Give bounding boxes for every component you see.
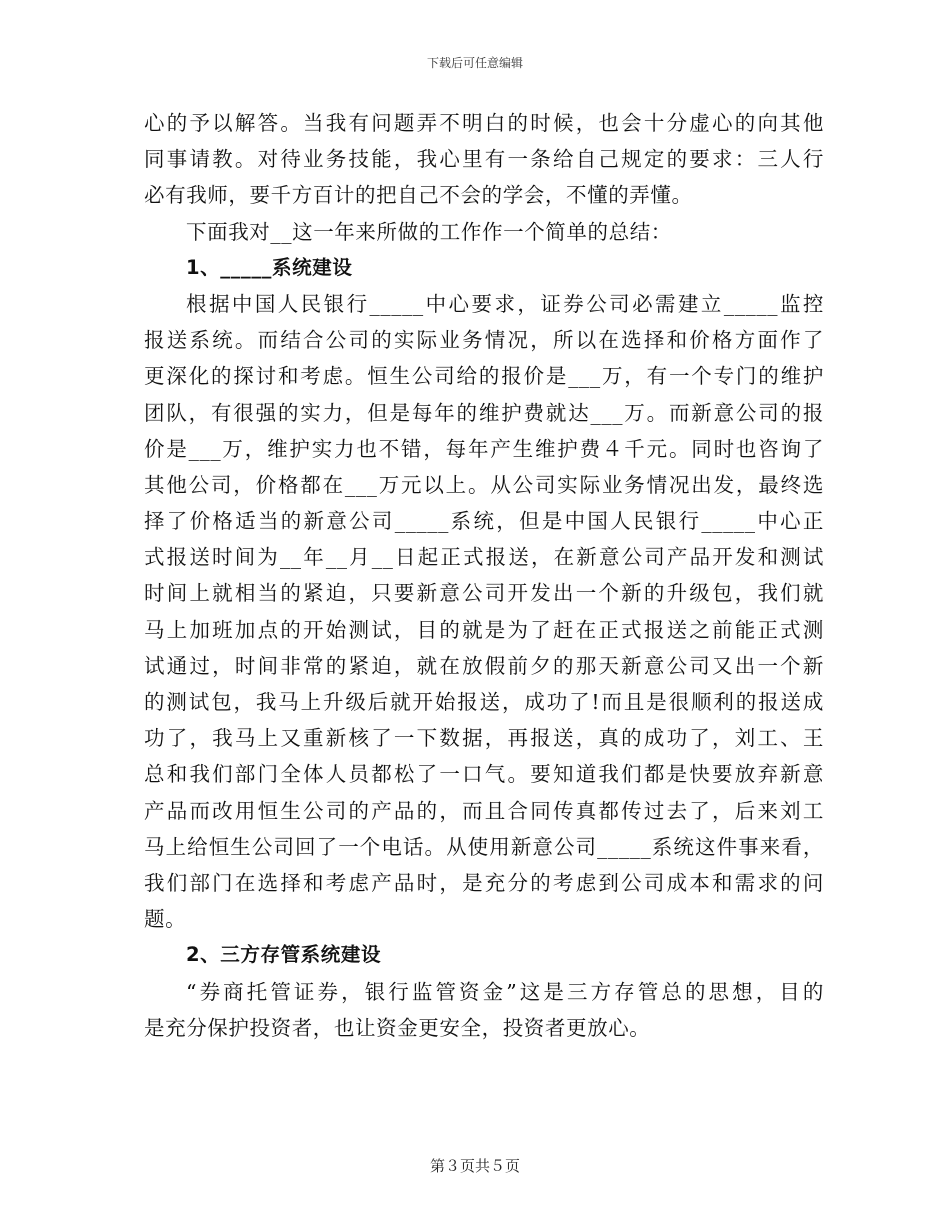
text-line: 功了，我马上又重新核了一下数据，再报送，真的成功了，刘工、王 — [144, 726, 824, 751]
text-line: 马上加班加点的开始测试，目的就是为了赶在正式报送之前能正式测 — [144, 617, 824, 642]
text-line: 下面我对__这一年来所做的工作作一个简单的总结： — [186, 219, 672, 244]
section-heading-1: 1、_____系统建设 — [186, 255, 353, 279]
text-line: 总和我们部门全体人员都松了一口气。要知道我们都是快要放弃新意 — [144, 762, 824, 787]
text-line: 式报送时间为__年__月__日起正式报送，在新意公司产品开发和测试 — [144, 545, 824, 570]
document-body — [144, 105, 824, 1046]
text-line: 更深化的探讨和考虑。恒生公司给的报价是___万，有一个专门的维护 — [144, 364, 824, 389]
text-line: 题。 — [144, 907, 187, 932]
text-line: 产品而改用恒生公司的产品的，而且合同传真都传过去了，后来刘工 — [144, 798, 824, 823]
text-line: 是充分保护投资者，也让资金更安全，投资者更放心。 — [144, 1015, 651, 1040]
page-footer: 第３页共５页 — [429, 1157, 520, 1175]
text-line: 其他公司，价格都在___万元以上。从公司实际业务情况出发，最终选 — [144, 472, 824, 497]
text-line: 我们部门在选择和考虑产品时，是充分的考虑到公司成本和需求的问 — [144, 870, 824, 895]
text-line: 试通过，时间非常的紧迫，就在放假前夕的那天新意公司又出一个新 — [144, 653, 824, 678]
text-line: 马上给恒生公司回了一个电话。从使用新意公司_____系统这件事来看， — [144, 834, 824, 859]
text-line: 的测试包，我马上升级后就开始报送，成功了!而且是很顺利的报送成 — [144, 690, 824, 714]
text-line: 价是___万，维护实力也不错，每年产生维护费４千元。同时也咨询了 — [144, 436, 824, 461]
text-line: 根据中国人民银行_____中心要求，证券公司必需建立_____监控 — [186, 291, 824, 316]
text-line: 择了价格适当的新意公司_____系统，但是中国人民银行_____中心正 — [144, 509, 824, 534]
text-line: “券商托管证券，银行监管资金”这是三方存管总的思想，目的 — [186, 979, 824, 1004]
text-line: 团队，有很强的实力，但是每年的维护费就达___万。而新意公司的报 — [144, 400, 824, 425]
text-line: 时间上就相当的紧迫，只要新意公司开发出一个新的升级包，我们就 — [144, 581, 824, 606]
text-line: 必有我师，要千方百计的把自己不会的学会，不懂的弄懂。 — [144, 183, 693, 208]
section-heading-2: 2、三方存管系统建设 — [186, 943, 382, 967]
page-header: 下载后可任意编辑 — [426, 56, 523, 70]
text-line: 报送系统。而结合公司的实际业务情况，所以在选择和价格方面作了 — [144, 328, 824, 353]
text-line: 同事请教。对待业务技能，我心里有一条给自己规定的要求：三人行 — [144, 147, 824, 172]
text-line: 心的予以解答。当我有问题弄不明白的时候，也会十分虚心的向其他 — [144, 111, 824, 135]
